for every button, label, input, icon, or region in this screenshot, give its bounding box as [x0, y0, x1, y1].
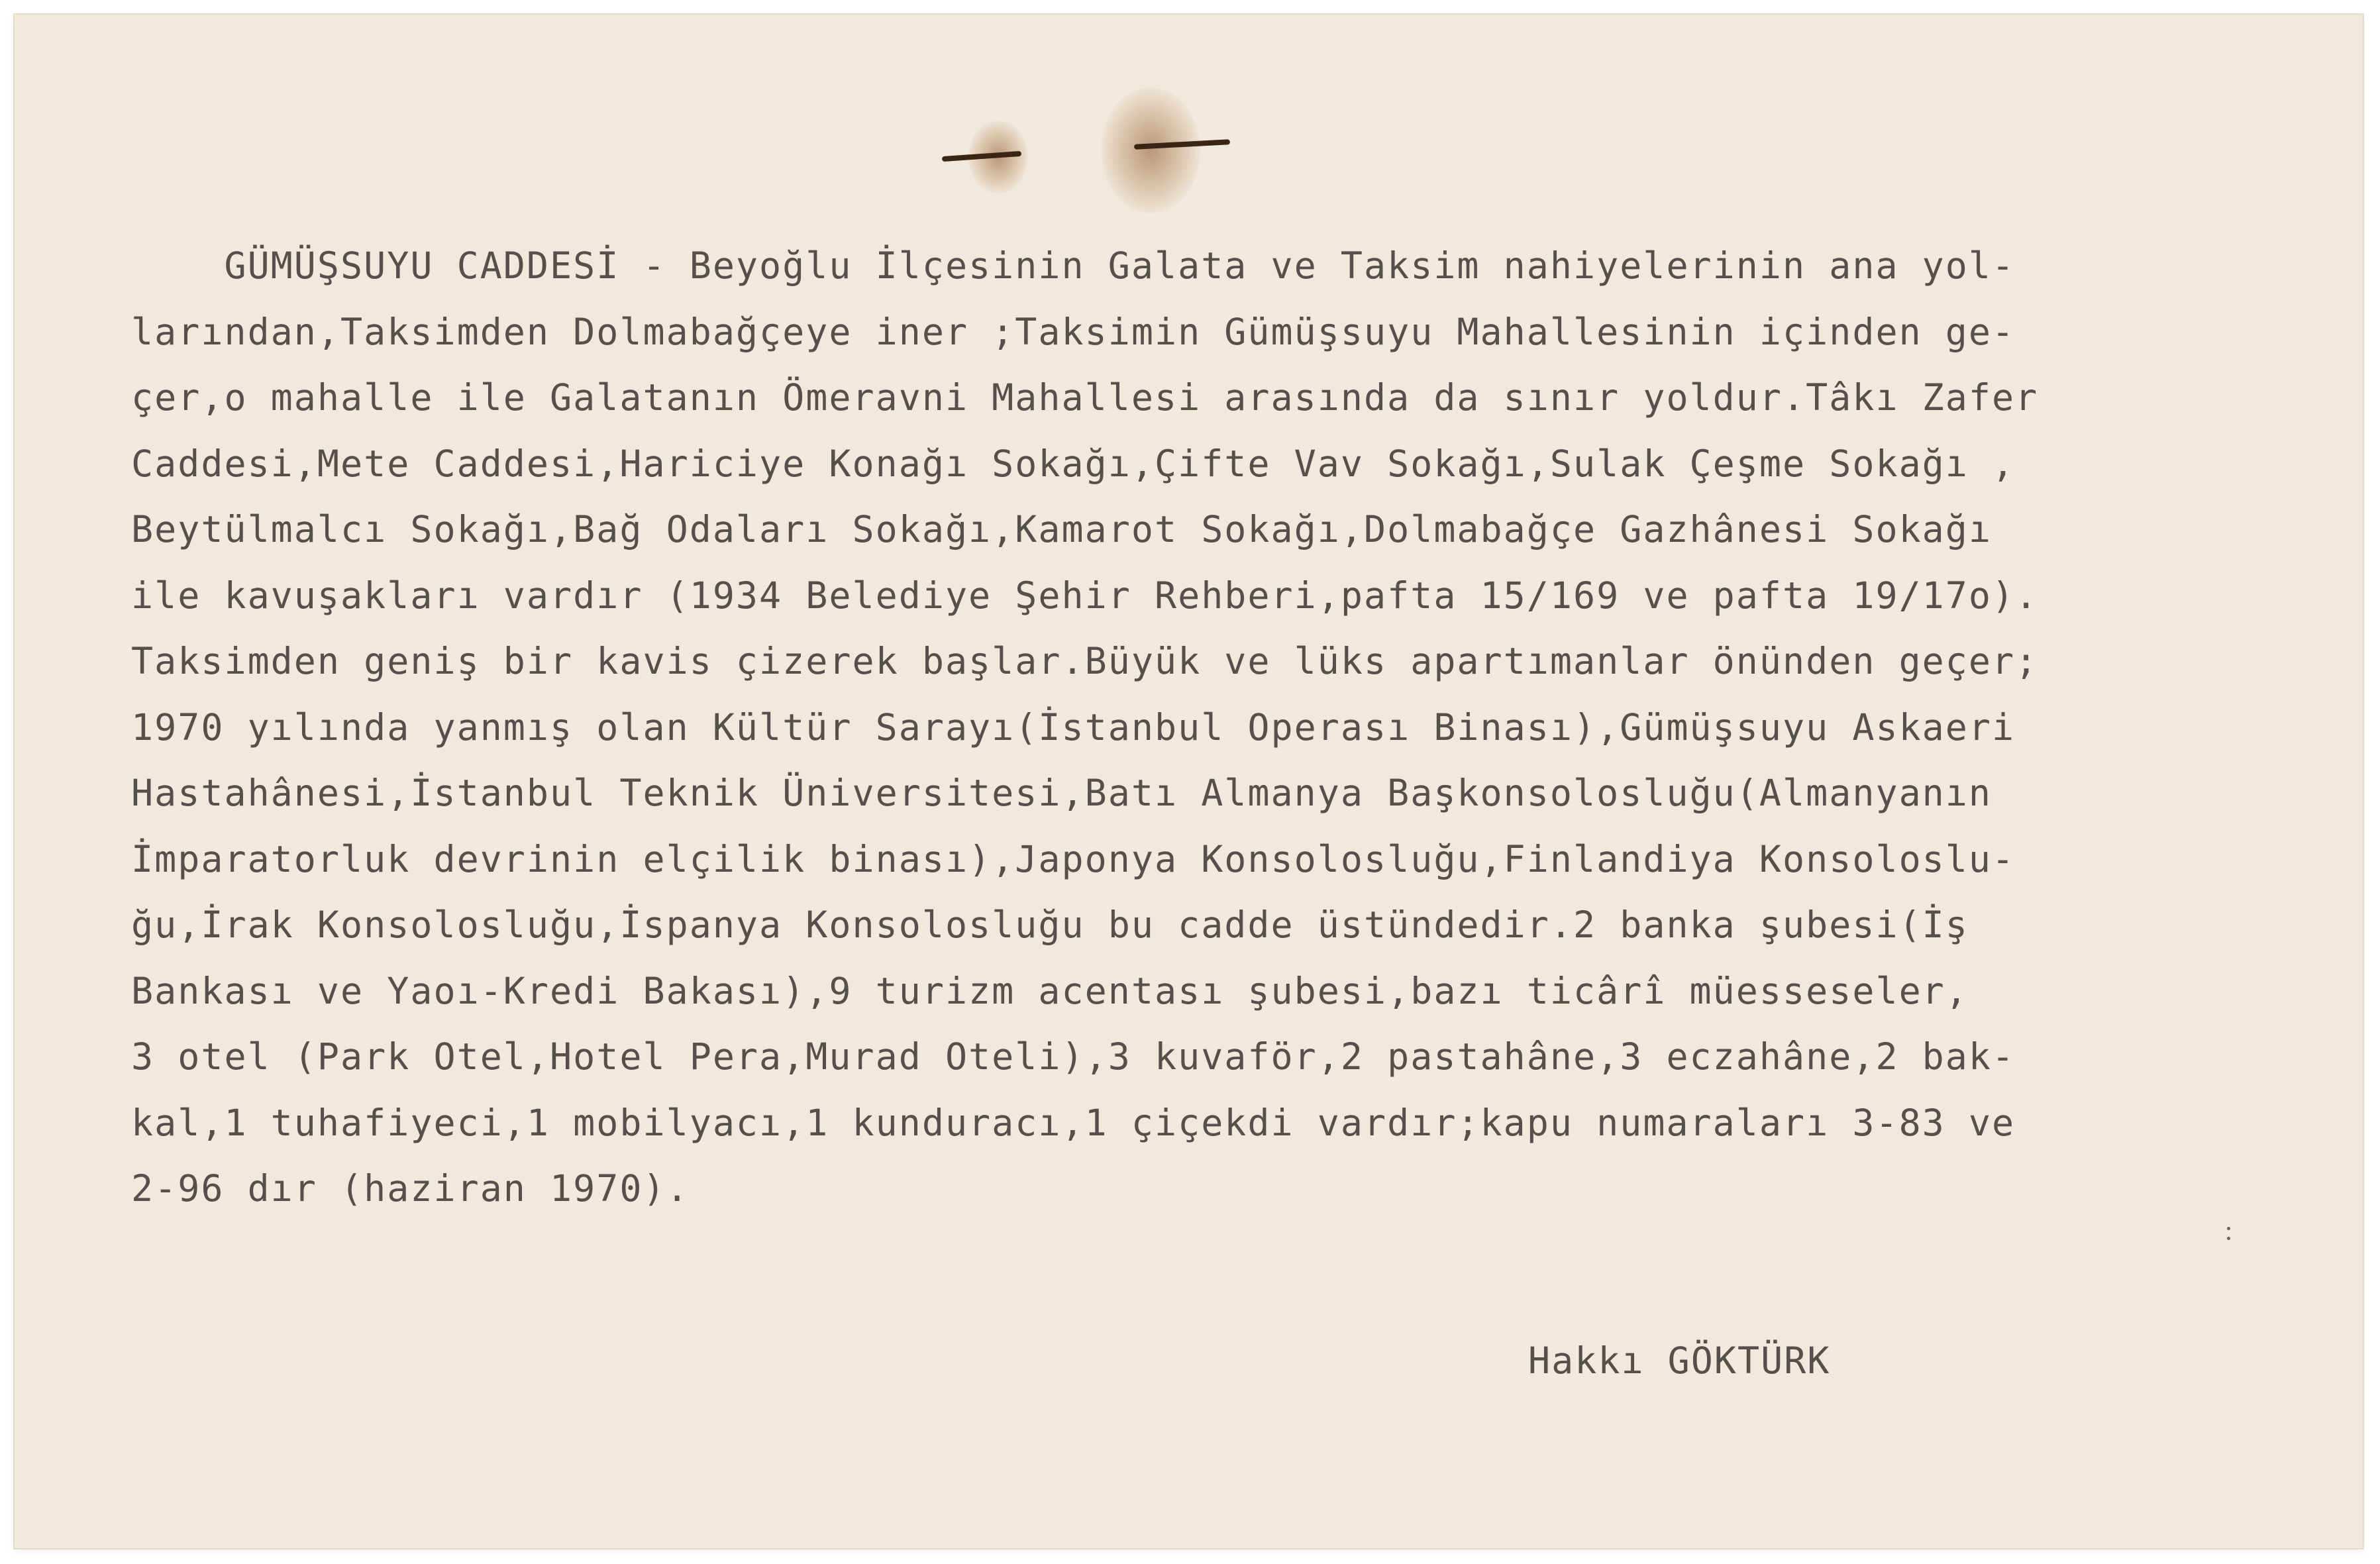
text-line: 2-96 dır (haziran 1970). — [131, 1167, 690, 1210]
text-line: ile kavuşakları vardır (1934 Belediye Şehir Rehberi,pafta 15/169 ve pafta 19/17o). — [131, 574, 2039, 617]
text-line: 3 otel (Park Otel,Hotel Pera,Murad Oteli),3 kuvaför,2 pastahâne,3 eczahâne,2 bak- — [131, 1035, 2016, 1078]
author-signature: Hakkı GÖKTÜRK — [1528, 1339, 1831, 1382]
text-line: ğu,İrak Konsolosluğu,İspanya Konsolosluğu bu cadde üstündedir.2 banka şubesi(İş — [131, 904, 1969, 946]
text-line: Bankası ve Yaoı-Kredi Bakası),9 turizm acentası şubesi,bazı ticârî müesseseler, — [131, 969, 1969, 1012]
ink-speck — [2227, 1227, 2230, 1230]
ink-speck — [2227, 1237, 2230, 1240]
typewritten-card — [15, 15, 2363, 1548]
text-line: GÜMÜŞSUYU CADDESİ - Beyoğlu İlçesinin Galata ve Taksim nahiyelerinin ana yol- — [131, 244, 2016, 287]
rust-stain-right — [1101, 87, 1200, 213]
text-line: çer,o mahalle ile Galatanın Ömeravni Mahallesi arasında da sınır yoldur.Tâkı Zafer — [131, 376, 2039, 419]
text-line: Taksimden geniş bir kavis çizerek başlar.Büyük ve lüks apartımanlar önünden geçer; — [131, 640, 2039, 682]
text-line: 1970 yılında yanmış olan Kültür Sarayı(İstanbul Operası Binası),Gümüşsuyu Askaeri — [131, 705, 2016, 749]
text-line: Hastahânesi,İstanbul Teknik Üniversitesi,Batı Almanya Başkonsolosluğu(Almanyanın — [131, 772, 1992, 814]
text-line: kal,1 tuhafiyeci,1 mobilyacı,1 kunduracı,1 çiçekdi vardır;kapu numaraları 3-83 ve — [131, 1101, 2016, 1144]
text-line: Beytülmalcı Sokağı,Bağ Odaları Sokağı,Kamarot Sokağı,Dolmabağçe Gazhânesi Sokağı — [131, 508, 1992, 550]
text-line: larından,Taksimden Dolmabağçeye iner ;Taksimin Gümüşsuyu Mahallesinin içinden ge- — [131, 310, 2016, 353]
document-body — [131, 233, 2337, 1222]
text-line: Caddesi,Mete Caddesi,Hariciye Konağı Sokağı,Çifte Vav Sokağı,Sulak Çeşme Sokağı , — [131, 442, 2016, 485]
text-line: İmparatorluk devrinin elçilik binası),Japonya Konsolosluğu,Finlandiya Konsoloslu- — [131, 837, 2016, 880]
